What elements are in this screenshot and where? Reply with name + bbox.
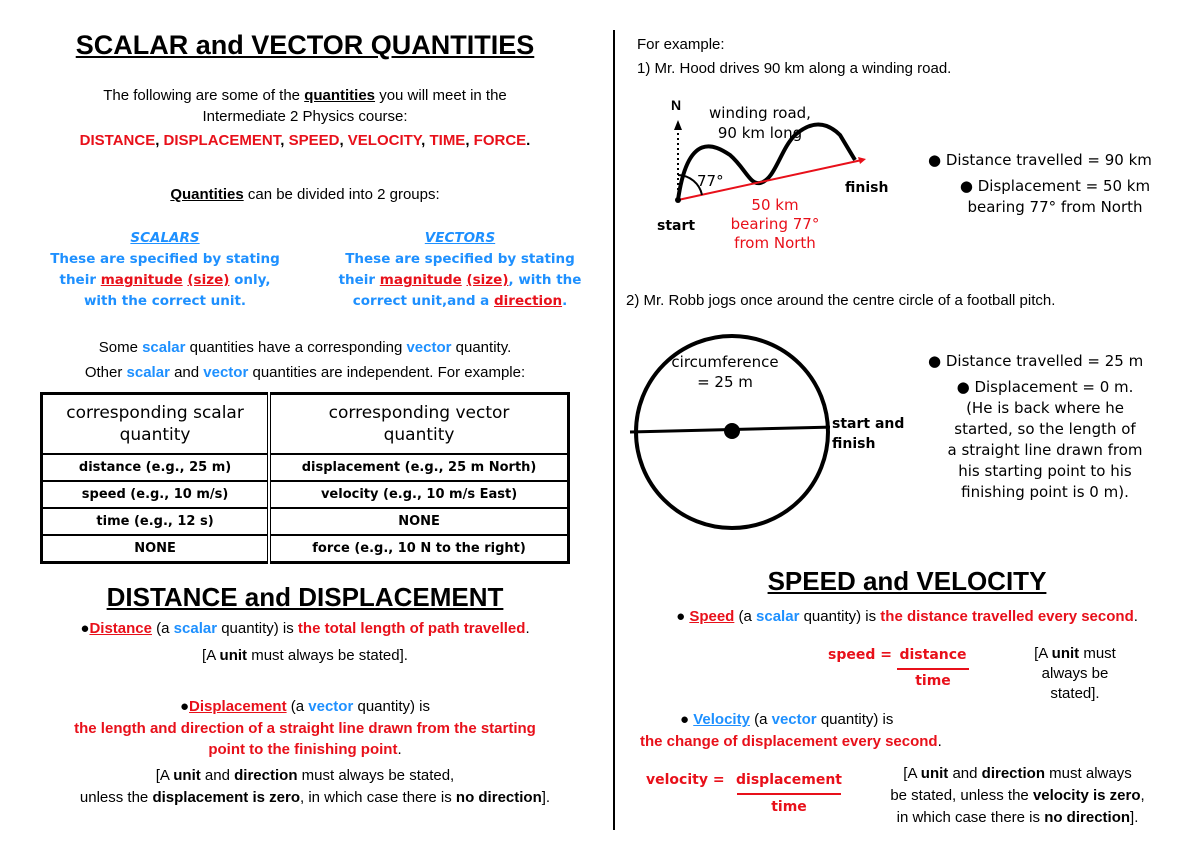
speed-velocity-title: SPEED and VELOCITY xyxy=(767,566,1047,596)
speed-definition: ● Speed (a scalar quantity) is the distance travelled every second. xyxy=(676,608,1138,625)
table-header-row xyxy=(42,394,569,455)
velocity-formula-lhs: velocity = xyxy=(646,772,725,788)
scalar-vector-table xyxy=(40,392,570,564)
example-1-text: 1) Mr. Hood drives 90 km along a winding road. xyxy=(637,60,952,77)
start-label: start xyxy=(657,218,696,234)
velocity-formula-numerator: displacement xyxy=(736,772,842,788)
intro-quantities: quantities xyxy=(304,87,376,104)
groups-line xyxy=(0,186,610,203)
distance-note: [A unit must always be stated]. xyxy=(202,647,408,664)
velocity-term: Velocity xyxy=(693,711,750,728)
example-1-distance: ● Distance travelled = 90 km xyxy=(928,151,1152,169)
quantity-list: DISTANCE, DISPLACEMENT, SPEED, VELOCITY, TIME, FORCE. xyxy=(79,132,531,149)
vectors-line-3: correct unit,and a direction. xyxy=(352,293,568,309)
table-cell: force (e.g., 10 N to the right) xyxy=(269,535,568,563)
displacement-definition: ●Displacement (a vector quantity) is xyxy=(179,698,431,715)
quantity-speed: SPEED xyxy=(288,132,340,149)
table-cell: time (e.g., 12 s) xyxy=(42,508,270,535)
intro-post: you will meet in the xyxy=(375,87,507,104)
table-row xyxy=(42,481,569,508)
distance-definition: ●Distance (a scalar quantity) is the total length of path travelled. xyxy=(80,620,530,637)
quantity-velocity: VELOCITY xyxy=(347,132,422,149)
displacement-note-1: [A unit and direction must always be stated, xyxy=(155,767,455,784)
table-row xyxy=(42,454,569,481)
speed-fraction-bar xyxy=(897,668,969,670)
table-header-vector: corresponding vector quantity xyxy=(269,394,568,455)
velocity-formula-denominator: time xyxy=(771,799,807,815)
scalars-line-1: These are specified by stating xyxy=(50,251,280,267)
displacement-term: Displacement xyxy=(189,698,287,715)
column-divider xyxy=(613,30,615,830)
example-2-text: 2) Mr. Robb jogs once around the centre circle of a football pitch. xyxy=(626,292,1056,309)
velocity-unit-note: [A unit and direction must always be stated, unless the velocity is zero, in which case there is no direction]. xyxy=(890,765,1145,826)
example-2-displacement: ● Displacement = 0 m. (He is back where he started, so the length of a straight line drawn from his starting point to his finishing point is 0 m). xyxy=(947,378,1143,501)
table-cell: NONE xyxy=(269,508,568,535)
velocity-def-line: the change of displacement every second. xyxy=(640,733,942,750)
start-finish-label: start and finish xyxy=(832,416,905,452)
scalars-line-3: with the correct unit. xyxy=(83,293,247,309)
distance-displacement-title: DISTANCE and DISPLACEMENT xyxy=(106,582,504,612)
intro-pre: The following are some of the xyxy=(103,87,305,104)
table-row xyxy=(42,508,569,535)
speed-formula-denominator: time xyxy=(915,673,951,689)
table-cell: displacement (e.g., 25 m North) xyxy=(269,454,568,481)
quantity-force: FORCE xyxy=(473,132,527,149)
table-cell: velocity (e.g., 10 m/s East) xyxy=(269,481,568,508)
finish-label: finish xyxy=(845,180,889,196)
quantity-distance: DISTANCE xyxy=(79,132,156,149)
distance-term: Distance xyxy=(89,620,152,637)
velocity-definition: ● Velocity (a vector quantity) is xyxy=(680,711,894,728)
scalars-heading: SCALARS xyxy=(130,230,200,246)
table-row xyxy=(42,535,569,563)
road-label: winding road, 90 km long xyxy=(709,104,811,142)
for-example: For example: xyxy=(637,36,725,53)
table-cell: NONE xyxy=(42,535,270,563)
some-line: Some scalar quantities have a corresponding vector quantity. xyxy=(98,339,512,356)
vectors-line-2: their magnitude (size), with the xyxy=(338,272,582,288)
groups-word: Quantities xyxy=(170,186,244,203)
quantity-time: TIME xyxy=(429,132,466,149)
scalars-line-2: their magnitude (size) only, xyxy=(59,272,271,288)
speed-term: Speed xyxy=(689,608,735,625)
north-label: N xyxy=(671,97,682,113)
displacement-def-2: point to the finishing point. xyxy=(208,741,402,758)
page-title: SCALAR and VECTOR QUANTITIES xyxy=(75,30,535,60)
quantity-displacement: DISPLACEMENT xyxy=(163,132,281,149)
example-2-distance: ● Distance travelled = 25 m xyxy=(928,352,1144,370)
speed-unit-note: [A unit must always be stated]. xyxy=(1034,645,1116,702)
speed-formula-lhs: speed = xyxy=(828,647,892,663)
vectors-line-1: These are specified by stating xyxy=(345,251,575,267)
other-line: Other scalar and vector quantities are independent. For example: xyxy=(84,364,526,381)
example-1-displacement: ● Displacement = 50 km bearing 77° from North xyxy=(959,177,1151,216)
intro-line-1 xyxy=(0,87,610,104)
vectors-block xyxy=(315,228,605,312)
displacement-note-2: unless the displacement is zero, in which case there is no direction]. xyxy=(79,789,551,806)
table-cell: speed (e.g., 10 m/s) xyxy=(42,481,270,508)
displacement-def-1: the length and direction of a straight line drawn from the starting xyxy=(74,720,536,737)
displacement-label: 50 km bearing 77° from North xyxy=(730,196,820,252)
table-cell: distance (e.g., 25 m) xyxy=(42,454,270,481)
circumference-label: circumference = 25 m xyxy=(671,353,779,391)
velocity-fraction-bar xyxy=(737,793,841,795)
table-header-scalar: corresponding scalar quantity xyxy=(42,394,270,455)
angle-label: 77° xyxy=(697,172,724,190)
scalars-block xyxy=(20,228,310,312)
intro-line-2: Intermediate 2 Physics course: xyxy=(202,108,408,125)
vectors-heading: VECTORS xyxy=(424,230,496,246)
speed-formula-numerator: distance xyxy=(899,647,967,663)
groups-rest: can be divided into 2 groups: xyxy=(243,186,440,203)
